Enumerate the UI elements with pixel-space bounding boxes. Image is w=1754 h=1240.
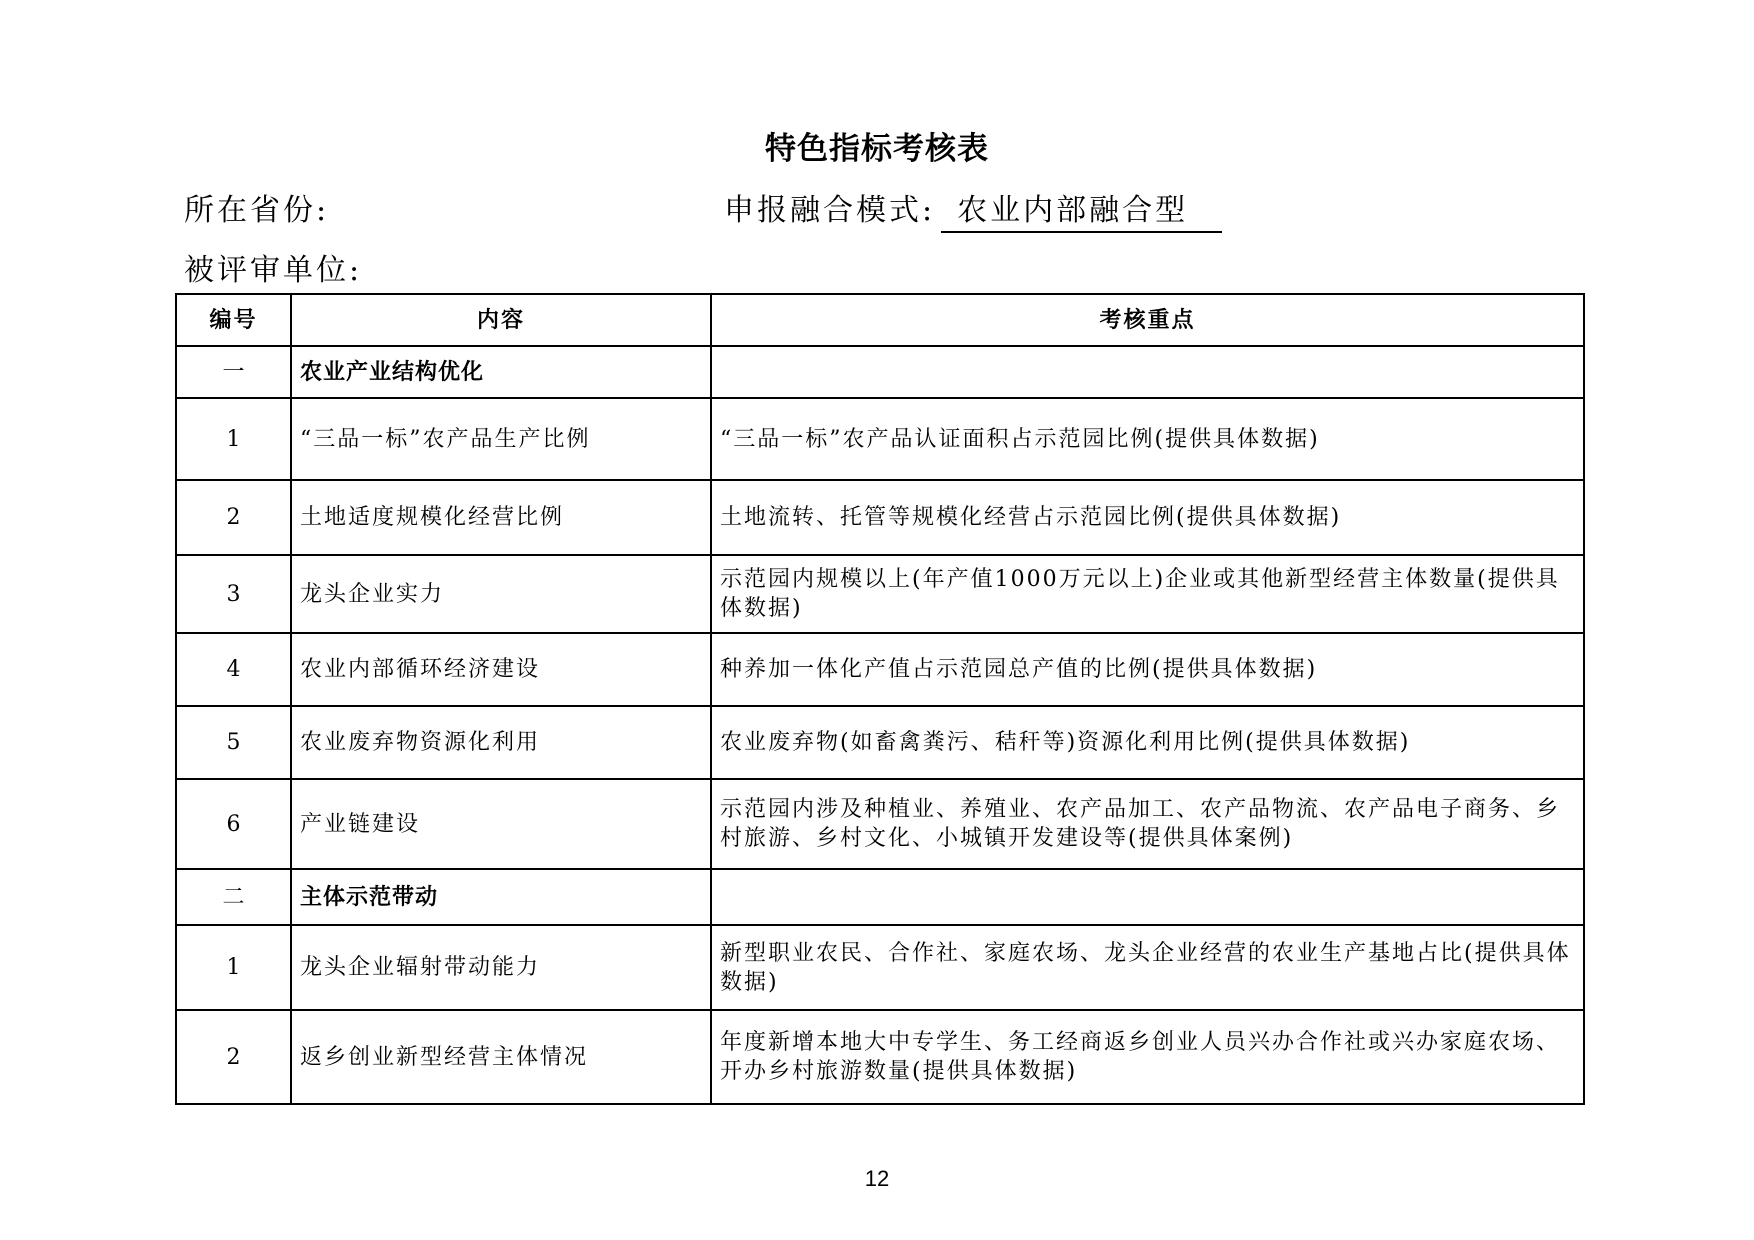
table-section-row xyxy=(176,869,1584,925)
row-number: 二 xyxy=(176,869,291,925)
table-header-row xyxy=(176,294,1584,346)
row-number: 1 xyxy=(176,925,291,1010)
row-focus: 示范园内规模以上(年产值1000万元以上)企业或其他新型经营主体数量(提供具体数据) xyxy=(711,555,1584,633)
table-row xyxy=(176,398,1584,480)
row-content: 土地适度规模化经营比例 xyxy=(291,480,711,555)
table-row xyxy=(176,706,1584,779)
assessment-table xyxy=(175,293,1585,1105)
header-content: 内容 xyxy=(291,294,711,346)
row-focus: 示范园内涉及种植业、养殖业、农产品加工、农产品物流、农产品电子商务、乡村旅游、乡村文化、小城镇开发建设等(提供具体案例) xyxy=(711,779,1584,869)
document-title: 特色指标考核表 xyxy=(765,131,989,167)
row-focus xyxy=(711,869,1584,925)
header-number: 编号 xyxy=(176,294,291,346)
row-number: 2 xyxy=(176,480,291,555)
row-content: 农业产业结构优化 xyxy=(291,346,711,398)
evaluated-unit-label: 被评审单位: xyxy=(184,253,363,288)
table-row xyxy=(176,779,1584,869)
row-number: 5 xyxy=(176,706,291,779)
row-focus: 土地流转、托管等规模化经营占示范园比例(提供具体数据) xyxy=(711,480,1584,555)
row-number: 4 xyxy=(176,633,291,706)
row-number: 1 xyxy=(176,398,291,480)
table-row xyxy=(176,633,1584,706)
row-focus: 年度新增本地大中专学生、务工经商返乡创业人员兴办合作社或兴办家庭农场、开办乡村旅游数量(提供具体数据) xyxy=(711,1010,1584,1104)
row-number: 一 xyxy=(176,346,291,398)
row-content: 农业内部循环经济建设 xyxy=(291,633,711,706)
row-number: 2 xyxy=(176,1010,291,1104)
province-label: 所在省份: xyxy=(184,193,330,228)
page-number: 12 xyxy=(864,1166,890,1191)
table-row xyxy=(176,555,1584,633)
header-focus: 考核重点 xyxy=(711,294,1584,346)
row-focus: 种养加一体化产值占示范园总产值的比例(提供具体数据) xyxy=(711,633,1584,706)
row-focus xyxy=(711,346,1584,398)
fusion-mode-field xyxy=(724,185,1222,233)
fusion-mode-label: 申报融合模式: xyxy=(724,193,936,228)
table-row xyxy=(176,480,1584,555)
row-focus: 农业废弃物(如畜禽粪污、秸秆等)资源化利用比例(提供具体数据) xyxy=(711,706,1584,779)
row-content: 龙头企业辐射带动能力 xyxy=(291,925,711,1010)
row-content: 龙头企业实力 xyxy=(291,555,711,633)
row-focus: “三品一标”农产品认证面积占示范园比例(提供具体数据) xyxy=(711,398,1584,480)
table-row xyxy=(176,925,1584,1010)
row-content: “三品一标”农产品生产比例 xyxy=(291,398,711,480)
row-focus: 新型职业农民、合作社、家庭农场、龙头企业经营的农业生产基地占比(提供具体数据) xyxy=(711,925,1584,1010)
row-content: 农业废弃物资源化利用 xyxy=(291,706,711,779)
table-row xyxy=(176,1010,1584,1104)
row-number: 3 xyxy=(176,555,291,633)
row-content: 主体示范带动 xyxy=(291,869,711,925)
row-number: 6 xyxy=(176,779,291,869)
table-section-row xyxy=(176,346,1584,398)
fusion-mode-value: 农业内部融合型 xyxy=(941,193,1222,233)
row-content: 返乡创业新型经营主体情况 xyxy=(291,1010,711,1104)
row-content: 产业链建设 xyxy=(291,779,711,869)
